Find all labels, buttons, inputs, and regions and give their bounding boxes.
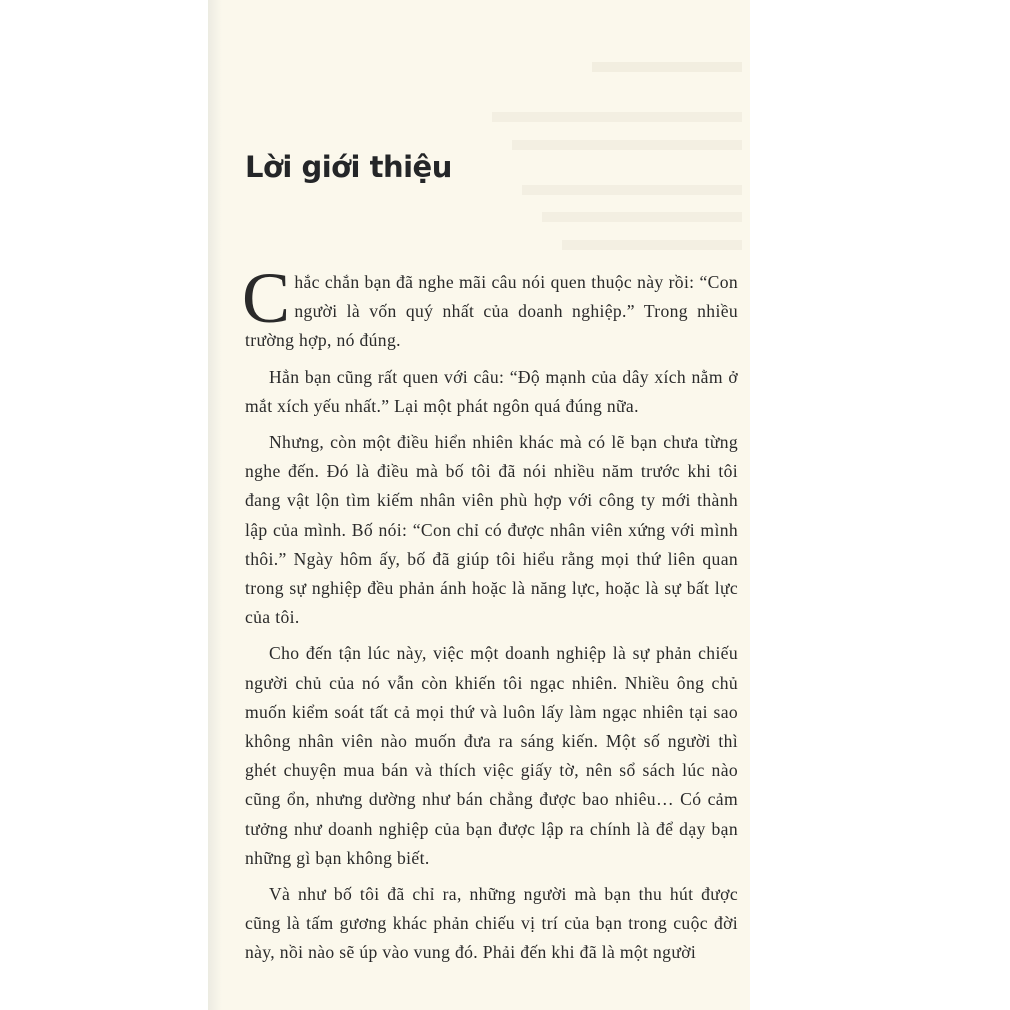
bleed-through-line [542, 212, 742, 222]
book-page [208, 0, 750, 1010]
paragraph: Nhưng, còn một điều hiển nhiên khác mà có lẽ bạn chưa từng nghe đến. Đó là điều mà bố tôi đã nói nhiều năm trước khi tôi đang vật lộn tìm kiếm nhân viên phù hợp với công ty mới thành lập của mình. Bố nói: “Con chỉ có được nhân viên xứng với mình thôi.” Ngày hôm ấy, bố đã giúp tôi hiểu rằng mọi thứ liên quan trong sự nghiệp đều phản ánh hoặc là năng lực, hoặc là sự bất lực của tôi. [245, 432, 738, 628]
paragraph: Hẳn bạn cũng rất quen với câu: “Độ mạnh của dây xích nằm ở mắt xích yếu nhất.” Lại một phát ngôn quá đúng nữa. [245, 366, 738, 416]
chapter-title: Lời giới thiệu [245, 150, 452, 184]
bleed-through-line [522, 185, 742, 195]
opening-paragraph-text: hắc chắn bạn đã nghe mãi câu nói quen thuộc này rồi: “Con người là vốn quý nhất của doanh nghiệp.” Trong nhiều trường hợp, nó đúng. [245, 272, 738, 351]
paragraph: Cho đến tận lúc này, việc một doanh nghiệp là sự phản chiếu người chủ của nó vẫn còn khiến tôi ngạc nhiên. Nhiều ông chủ muốn kiểm soát tất cả mọi thứ và luôn lấy làm ngạc nhiên tại sao không nhân viên nào muốn đưa ra sáng kiến. Một số người thì ghét chuyện mua bán và thích việc giấy tờ, nên sổ sách lúc nào cũng ổn, nhưng dường như bán chẳng được bao nhiêu… Có cảm tưởng như doanh nghiệp của bạn được lập ra chính là để dạy bạn những gì bạn không biết. [245, 643, 738, 868]
drop-cap: C [242, 258, 291, 338]
bleed-through-line [592, 62, 742, 72]
opening-paragraph [242, 258, 738, 356]
page-gutter-shadow [208, 0, 222, 1010]
bleed-through-line [492, 112, 742, 122]
paragraph: Và như bố tôi đã chỉ ra, những người mà bạn thu hút được cũng là tấm gương khác phản chiếu vị trí của bạn trong cuộc đời này, nồi nào sẽ úp vào vung đó. Phải đến khi đã là một người [245, 884, 738, 963]
chapter-body [242, 258, 738, 975]
bleed-through-line [512, 140, 742, 150]
bleed-through-line [562, 240, 742, 250]
